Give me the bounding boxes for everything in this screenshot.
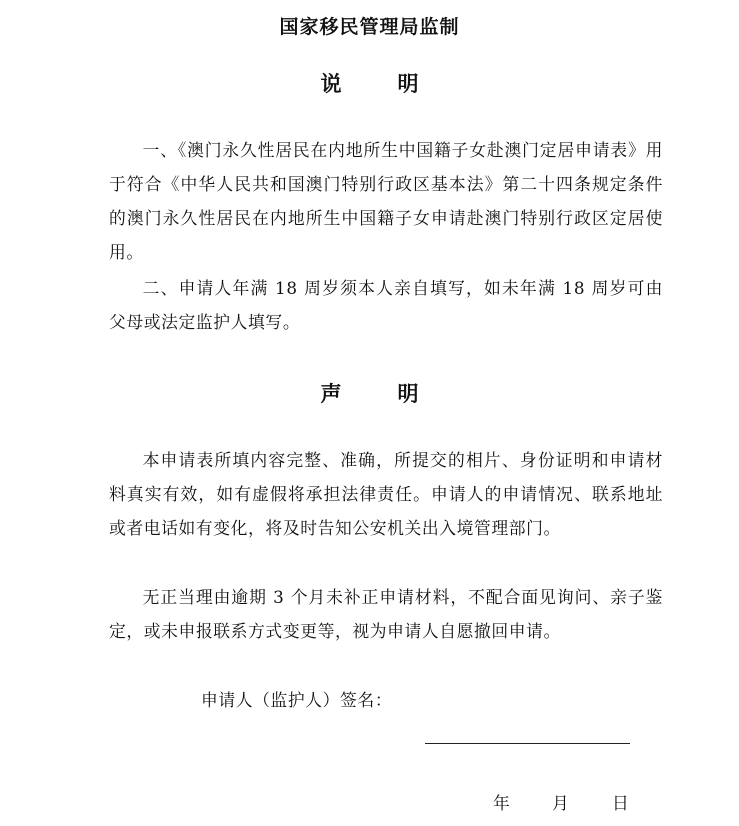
instructions-paragraph-1: 一、《澳门永久性居民在内地所生中国籍子女赴澳门定居申请表》用于符合《中华人民共和国澳门特别行政区基本法》第二十四条规定条件的澳门永久性居民在内地所生中国籍子女申请赴澳门特别行政区定居使用。 xyxy=(109,140,663,262)
declaration-title xyxy=(0,378,739,408)
declaration-paragraph-2: 无正当理由逾期 3 个月未补正申请材料，不配合面见询问、亲子鉴定，或未申报联系方式变更等，视为申请人自愿撤回申请。 xyxy=(109,587,663,641)
signature-line[interactable] xyxy=(425,743,630,744)
declaration-title-char-2: 明 xyxy=(397,382,419,406)
instructions-paragraph-2: 二、申请人年满 18 周岁须本人亲自填写，如未年满 18 周岁可由父母或法定监护人填写。 xyxy=(109,278,663,332)
instructions-title-char-1: 说 xyxy=(320,72,342,96)
date-day-label: 日 xyxy=(612,793,629,813)
declaration-paragraph-1: 本申请表所填内容完整、准确，所提交的相片、身份证明和申请材料真实有效，如有虚假将承担法律责任。申请人的申请情况、联系地址或者电话如有变化，将及时告知公安机关出入境管理部门。 xyxy=(109,450,663,538)
declaration-title-char-1: 声 xyxy=(320,382,342,406)
signature-label: 申请人（监护人）签名： xyxy=(201,690,393,710)
instructions-title xyxy=(0,68,739,98)
date-month-label: 月 xyxy=(552,793,569,813)
instructions-title-char-2: 明 xyxy=(397,72,419,96)
date-year-label: 年 xyxy=(493,793,510,813)
issuer-header: 国家移民管理局监制 xyxy=(279,16,460,38)
